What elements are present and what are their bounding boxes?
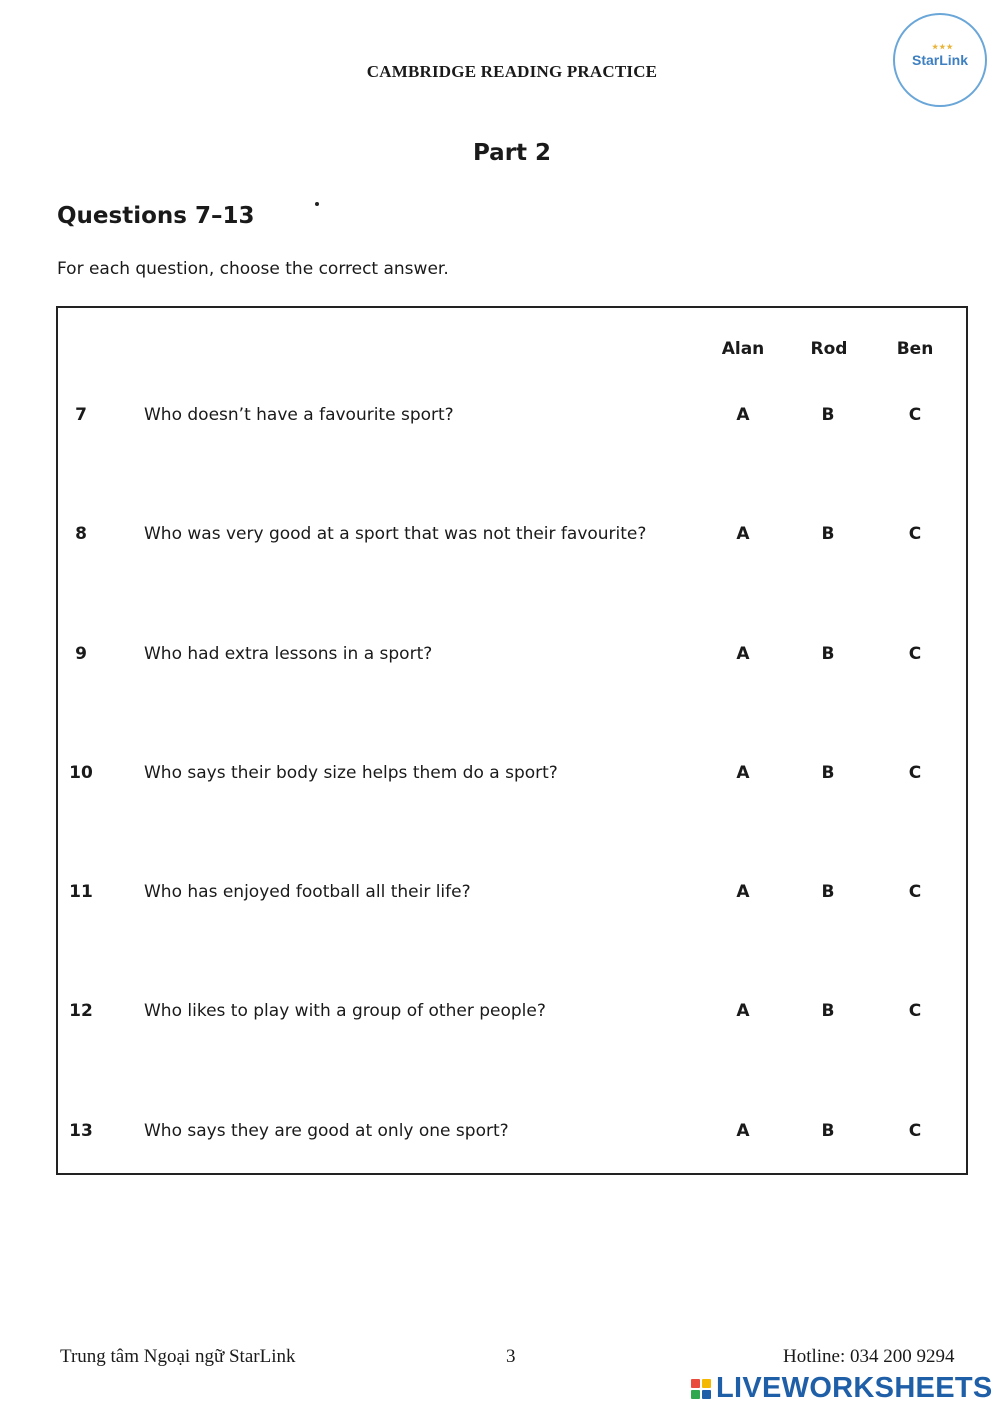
questions-heading: Questions 7–13 xyxy=(57,203,255,229)
stray-mark xyxy=(315,202,319,206)
footer-center-name: Trung tâm Ngoại ngữ StarLink xyxy=(60,1346,296,1367)
question-number: 9 xyxy=(75,644,87,664)
question-number: 8 xyxy=(75,524,87,544)
footer-page-number: 3 xyxy=(506,1346,516,1367)
column-header-ben: Ben xyxy=(896,339,934,359)
question-row xyxy=(0,1121,1000,1151)
option-c[interactable]: C xyxy=(908,1121,922,1141)
icon-square-blue xyxy=(702,1390,711,1399)
question-number: 10 xyxy=(69,763,93,783)
document-header-title: CAMBRIDGE READING PRACTICE xyxy=(366,62,658,81)
questions-box xyxy=(56,306,968,1175)
option-b[interactable]: B xyxy=(821,405,835,425)
option-a[interactable]: A xyxy=(736,1001,750,1021)
option-c[interactable]: C xyxy=(908,763,922,783)
part-heading: Part 2 xyxy=(472,140,552,166)
option-a[interactable]: A xyxy=(736,405,750,425)
footer-hotline: Hotline: 034 200 9294 xyxy=(783,1346,955,1367)
question-row xyxy=(0,644,1000,674)
question-text: Who likes to play with a group of other people? xyxy=(144,1001,546,1021)
question-number: 13 xyxy=(69,1121,93,1141)
option-a[interactable]: A xyxy=(736,524,750,544)
icon-square-red xyxy=(691,1379,700,1388)
column-header-alan: Alan xyxy=(721,339,765,359)
option-b[interactable]: B xyxy=(821,1121,835,1141)
question-row xyxy=(0,1001,1000,1031)
question-row xyxy=(0,882,1000,912)
logo-stars-icon: ★★★ xyxy=(931,44,954,51)
question-text: Who says their body size helps them do a sport? xyxy=(144,763,558,783)
column-header-rod: Rod xyxy=(810,339,848,359)
question-text: Who says they are good at only one sport? xyxy=(144,1121,509,1141)
liveworksheets-icon xyxy=(691,1379,711,1399)
option-a[interactable]: A xyxy=(736,1121,750,1141)
icon-square-green xyxy=(691,1390,700,1399)
logo-wordmark: StarLink xyxy=(911,52,968,68)
instruction-text: For each question, choose the correct answer. xyxy=(57,259,449,279)
option-c[interactable]: C xyxy=(908,882,922,902)
question-text: Who had extra lessons in a sport? xyxy=(144,644,433,664)
option-b[interactable]: B xyxy=(821,763,835,783)
question-text: Who doesn’t have a favourite sport? xyxy=(144,405,454,425)
option-a[interactable]: A xyxy=(736,644,750,664)
question-row xyxy=(0,524,1000,554)
question-number: 7 xyxy=(75,405,87,425)
option-b[interactable]: B xyxy=(821,524,835,544)
question-row xyxy=(0,405,1000,435)
starlink-logo xyxy=(893,13,987,107)
liveworksheets-watermark xyxy=(691,1372,993,1405)
starlink-logo-text xyxy=(911,44,968,68)
question-text: Who has enjoyed football all their life? xyxy=(144,882,471,902)
option-b[interactable]: B xyxy=(821,882,835,902)
option-b[interactable]: B xyxy=(821,1001,835,1021)
option-b[interactable]: B xyxy=(821,644,835,664)
option-c[interactable]: C xyxy=(908,524,922,544)
icon-square-yellow xyxy=(702,1379,711,1388)
question-text: Who was very good at a sport that was not their favourite? xyxy=(144,524,647,544)
liveworksheets-text: LIVEWORKSHEETS xyxy=(716,1372,993,1404)
option-c[interactable]: C xyxy=(908,644,922,664)
option-a[interactable]: A xyxy=(736,763,750,783)
question-number: 11 xyxy=(69,882,93,902)
option-c[interactable]: C xyxy=(908,405,922,425)
option-a[interactable]: A xyxy=(736,882,750,902)
option-c[interactable]: C xyxy=(908,1001,922,1021)
question-number: 12 xyxy=(69,1001,93,1021)
question-row xyxy=(0,763,1000,793)
